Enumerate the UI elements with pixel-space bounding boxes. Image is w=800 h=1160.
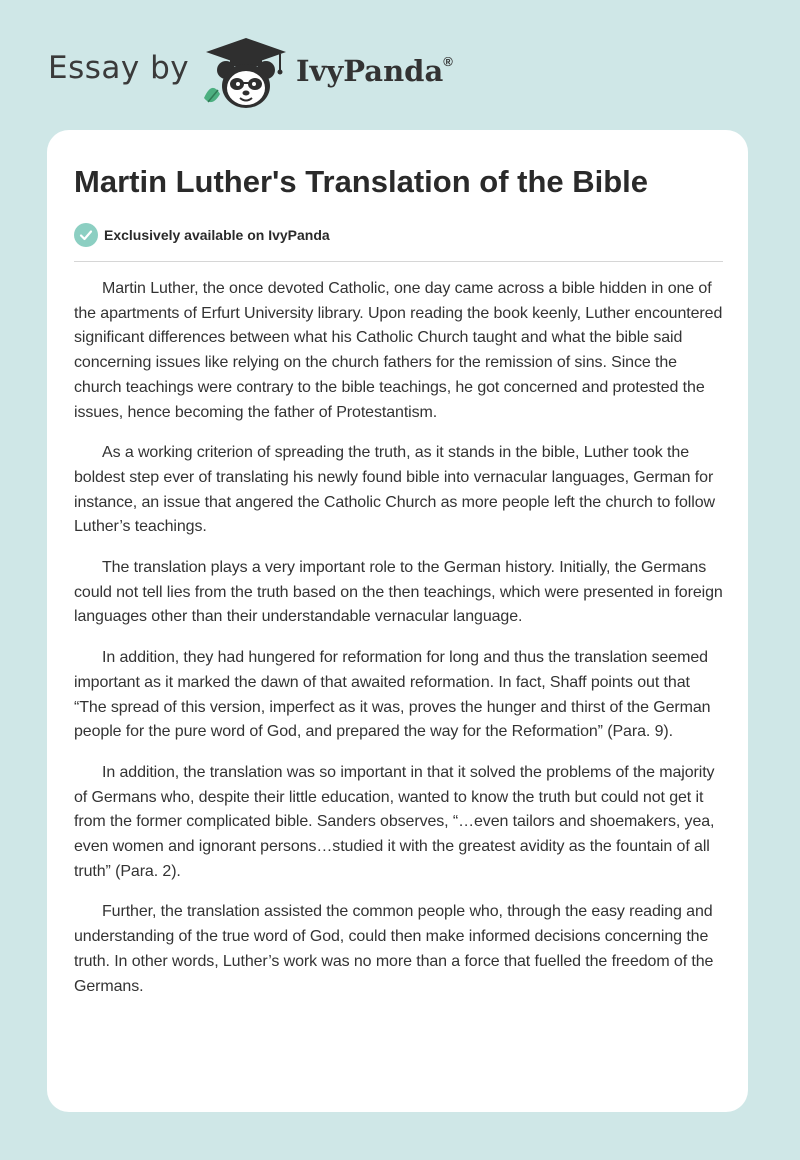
paragraph-6: Further, the translation assisted the common people who, through the easy reading and understanding of the true word of God, could then make informed decisions concerning the truth. In other words, Luther’s work was no more than a force that fuelled the freedom of the Germans.: [74, 903, 714, 995]
brand-name[interactable]: IvyPanda®: [296, 54, 453, 88]
registered-mark: ®: [443, 54, 453, 70]
essay-title: Martin Luther's Translation of the Bible: [74, 164, 649, 199]
check-circle-icon: [74, 223, 98, 247]
paragraph-3: The translation plays a very important role to the German history. Initially, the Germans could not tell lies from the truth based on the then teachings, which were presented in foreign languages other than their understandable vernacular language.: [74, 559, 723, 626]
exclusive-badge: [74, 222, 330, 248]
panda-graduate-icon[interactable]: [200, 36, 292, 112]
essay-by-label: Essay by: [48, 50, 190, 86]
essay-body: [74, 277, 724, 1015]
divider: [74, 261, 723, 262]
paragraph-5: In addition, the translation was so important in that it solved the problems of the majority of Germans who, despite their little education, wanted to know the truth but could not get it from the former complicated bible. Sanders observes, “…even tailors and shoemakers, yea, even women and ignorant persons…studied it with the greatest avidity as the fountain of all truth” (Para. 2).: [74, 763, 715, 880]
essay-card: [47, 130, 748, 1112]
paragraph-1: Martin Luther, the once devoted Catholic, one day came across a bible hidden in one of the apartments of Erfurt University library. Upon reading the book keenly, Luther encountered significant differences between what his Catholic Church taught and what the bible said concerning issues like relying on the church fathers for the remission of sins. Since the church teachings were contrary to the bible teachings, he got concerned and protested the issues, hence becoming the father of Protestantism.: [74, 280, 723, 421]
site-header: [0, 0, 800, 130]
paragraph-2: As a working criterion of spreading the truth, as it stands in the bible, Luther took the boldest step ever of translating his newly found bible into vernacular languages, German for instance, an issue that angered the Catholic Church as more people left the church to follow Luther’s teachings.: [74, 444, 715, 536]
paragraph-4: In addition, they had hungered for reformation for long and thus the translation seemed important as it marked the dawn of that awaited reformation. In fact, Shaff points out that “The spread of this version, imperfect as it was, proves the hunger and thirst of the German people for the pure word of God, and prepared the way for the Reformation” (Para. 9).: [74, 649, 711, 741]
exclusive-badge-label: Exclusively available on IvyPanda: [104, 227, 330, 243]
